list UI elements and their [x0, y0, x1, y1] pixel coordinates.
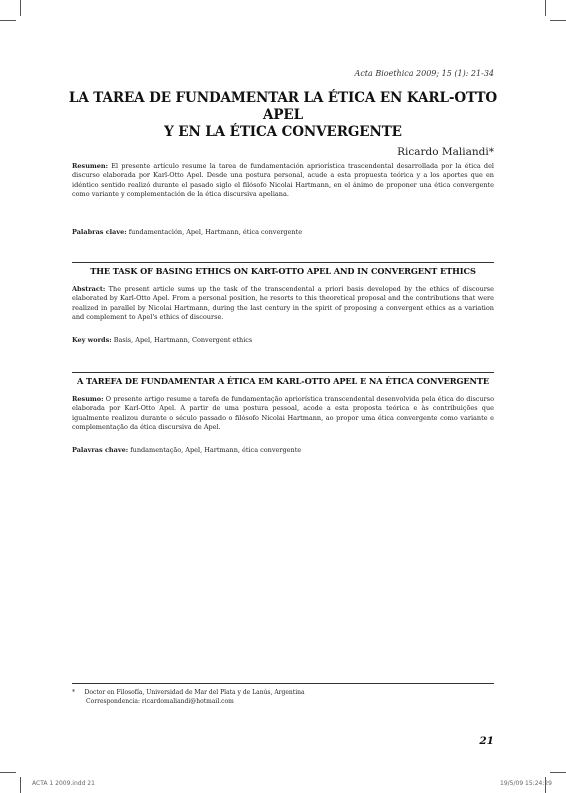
english-keywords-text: Basis, Apel, Hartmann, Convergent ethics	[113, 336, 253, 344]
portuguese-heading: A TAREFA DE FUNDAMENTAR A ÉTICA EM KARL-OTTO APEL E NA ÉTICA CONVERGENTE	[76, 376, 490, 386]
crop-mark	[0, 772, 16, 773]
crop-mark	[550, 20, 566, 21]
footnote-affiliation: Doctor en Filosofía, Universidad de Mar del Plata y de Lanús, Argentina	[84, 689, 305, 696]
spanish-keywords-text: fundamentación, Apel, Hartmann, ética convergente	[128, 228, 303, 236]
crop-mark	[0, 20, 16, 21]
footnote-correspondence: Correspondencia: ricardomaliandi@hotmail.com	[86, 698, 234, 705]
page-number: 21	[479, 735, 494, 747]
section-rule	[72, 262, 494, 263]
footnote	[72, 688, 305, 706]
portuguese-keywords	[72, 446, 494, 454]
print-slug-left: ACTA 1 2009.indd 21	[32, 780, 95, 787]
english-abstract-text: The present article sums up the task of the transcendental a priori basis developed by the ethics of discourse elaborated by Karl-Otto Apel. From a personal position, he resorts to this theoretical proposal and the contributions that were realized in parallel by Nicolai Hartmann, during the last century in the spirit of proposing a convergent ethics as a variation and complement to Apel's ethics of discourse.	[72, 285, 494, 322]
spanish-keywords	[72, 228, 494, 236]
footnote-line-1	[72, 688, 305, 697]
portuguese-keywords-text: fundamentação, Apel, Hartmann, ética convergente	[130, 446, 302, 454]
title-line-2: Y EN LA ÉTICA CONVERGENTE	[164, 124, 402, 140]
english-keywords	[72, 336, 494, 344]
english-keywords-label: Key words:	[72, 336, 112, 344]
article-title	[60, 90, 506, 141]
author-name: Ricardo Maliandi*	[397, 146, 494, 158]
footnote-marker: *	[72, 689, 75, 696]
footnote-rule	[72, 683, 494, 684]
portuguese-abstract-text: O presente artigo resume a tarefa de fundamentação apriorística transcendental desenvolvida pela ética do discurso elaborada por Karl-Otto Apel. A partir de uma postura pessoal, acode a esta proposta teórica e às contribuições que igualmente realizou durante o século passado o filósofo Nicolai Hartmann, ao propor uma ética convergente como variante e complementação da ética discursiva de Apel.	[72, 395, 494, 432]
english-heading: THE TASK OF BASING ETHICS ON KART-OTTO APEL AND IN CONVERGENT ETHICS	[90, 266, 476, 276]
english-abstract-label: Abstract:	[72, 285, 106, 293]
title-line-1: LA TAREA DE FUNDAMENTAR LA ÉTICA EN KARL-OTTO APEL	[68, 90, 498, 123]
portuguese-abstract	[72, 395, 494, 433]
spanish-abstract	[72, 162, 494, 200]
crop-mark	[20, 777, 21, 793]
crop-mark	[550, 772, 566, 773]
spanish-abstract-text: El presente artículo resume la tarea de fundamentación apriorística trascendental desarrollada por la ética del discurso elaborada por Karl-Otto Apel. Desde una postura personal, acude a esta propuesta teórica y a los aportes que en idéntico sentido realizó durante el pasado siglo el filósofo Nicolai Hartmann, en el ánimo de proponer una ética convergente como variante y complementación de la ética discursiva apeliana.	[72, 162, 494, 199]
section-rule	[72, 372, 494, 373]
journal-reference: Acta Bioethica 2009; 15 (1): 21-34	[354, 69, 494, 78]
portuguese-keywords-label: Palavras chave:	[72, 446, 129, 454]
spanish-abstract-label: Resumen:	[72, 162, 109, 170]
crop-mark	[545, 0, 546, 16]
print-slug-right: 19/5/09 15:24:29	[500, 780, 552, 787]
english-abstract	[72, 285, 494, 323]
portuguese-abstract-label: Resumo:	[72, 395, 104, 403]
spanish-keywords-label: Palabras clave:	[72, 228, 127, 236]
crop-mark	[20, 0, 21, 16]
